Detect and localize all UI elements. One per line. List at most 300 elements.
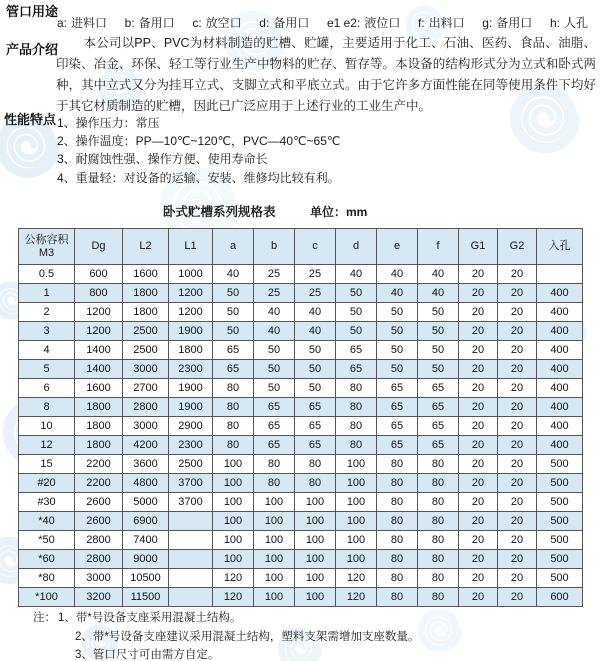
spec-cell: 100 [336, 493, 377, 512]
spec-cell: 50 [377, 360, 418, 379]
spec-row [19, 303, 583, 322]
spec-row [19, 360, 583, 379]
feature-list [57, 114, 340, 187]
spec-cell: 80 [213, 379, 254, 398]
spec-cell: 100 [336, 474, 377, 493]
spec-cell: 6 [19, 379, 75, 398]
spec-cell: *50 [19, 531, 75, 550]
spec-cell: 1900 [169, 379, 213, 398]
spec-cell: 20 [498, 398, 537, 417]
spec-cell: 7400 [123, 531, 169, 550]
spec-cell: 4800 [123, 474, 169, 493]
port-item [57, 14, 107, 31]
spec-cell: 40 [336, 265, 377, 284]
port-label: 进料口 [71, 16, 108, 30]
spec-cell: 40 [295, 303, 336, 322]
spec-cell: 400 [537, 303, 583, 322]
spec-cell: 500 [537, 512, 583, 531]
spec-cell: 15 [19, 455, 75, 474]
spec-cell: 80 [336, 436, 377, 455]
spec-row [19, 493, 583, 512]
port-list [57, 14, 588, 31]
spec-cell: 80 [418, 474, 459, 493]
spec-cell: 50 [213, 284, 254, 303]
spec-cell: 1400 [75, 341, 123, 360]
spec-cell: 120 [213, 588, 254, 607]
spec-cell: 100 [295, 493, 336, 512]
spec-cell: 20 [459, 417, 498, 436]
spec-cell: 500 [537, 474, 583, 493]
spec-cell: 65 [295, 417, 336, 436]
spec-cell: 65 [377, 379, 418, 398]
column-header: G2 [498, 229, 537, 265]
spec-cell: 65 [213, 341, 254, 360]
feature-item: 2、操作温度：PP—10℃~120℃，PVC—40℃~65℃ [57, 134, 341, 149]
spec-cell: 9000 [123, 550, 169, 569]
spec-cell: 3200 [75, 588, 123, 607]
spec-cell: 100 [295, 550, 336, 569]
port-label: 放空口 [205, 16, 242, 30]
spec-row [19, 417, 583, 436]
spec-cell: 6900 [123, 512, 169, 531]
spec-cell [169, 550, 213, 569]
spec-row [19, 550, 583, 569]
spec-cell: 2 [19, 303, 75, 322]
spec-cell: 500 [537, 531, 583, 550]
spec-cell [169, 569, 213, 588]
spec-cell: 50 [213, 303, 254, 322]
port-item [418, 14, 465, 31]
spec-cell: 20 [459, 493, 498, 512]
spec-cell: 1200 [169, 303, 213, 322]
spec-cell: 50 [336, 284, 377, 303]
spec-cell: 1600 [75, 379, 123, 398]
spec-cell: 50 [254, 379, 295, 398]
spec-cell: 80 [377, 455, 418, 474]
spec-table-head [19, 229, 583, 265]
spec-cell: 65 [418, 398, 459, 417]
spec-cell: 12 [19, 436, 75, 455]
spec-row [19, 531, 583, 550]
spec-cell: 20 [459, 512, 498, 531]
spec-cell: 100 [213, 493, 254, 512]
spec-cell: 2200 [75, 455, 123, 474]
spec-cell: 100 [295, 531, 336, 550]
spec-cell: 100 [254, 569, 295, 588]
spec-cell: 2600 [75, 493, 123, 512]
column-header: L1 [169, 229, 213, 265]
spec-cell: 80 [295, 455, 336, 474]
spec-cell: 65 [295, 436, 336, 455]
spec-cell: 20 [498, 341, 537, 360]
spec-cell: 400 [537, 417, 583, 436]
spec-cell: 25 [254, 284, 295, 303]
spec-cell: 3000 [123, 417, 169, 436]
spec-cell: 2800 [123, 398, 169, 417]
spec-cell: 20 [498, 322, 537, 341]
spec-cell: 100 [295, 588, 336, 607]
port-key: f: [417, 16, 425, 30]
spec-cell: 0.5 [19, 265, 75, 284]
spec-cell: 3600 [123, 455, 169, 474]
spec-cell: 50 [336, 303, 377, 322]
spec-cell: 1400 [75, 360, 123, 379]
spec-row [19, 341, 583, 360]
spec-cell: 80 [377, 512, 418, 531]
spec-cell: 65 [336, 360, 377, 379]
spec-cell: 1800 [123, 303, 169, 322]
spec-cell: 1800 [123, 284, 169, 303]
column-header: f [418, 229, 459, 265]
port-item [192, 14, 241, 31]
column-header: b [254, 229, 295, 265]
spec-cell: 40 [254, 303, 295, 322]
spec-cell: 100 [254, 550, 295, 569]
spec-cell: 25 [295, 284, 336, 303]
column-header: Dg [75, 229, 123, 265]
spec-row [19, 569, 583, 588]
unit-label: 单位：mm [310, 205, 368, 219]
spec-cell: 80 [336, 417, 377, 436]
column-header: a [213, 229, 254, 265]
spec-cell: 65 [254, 398, 295, 417]
spec-cell: 20 [459, 341, 498, 360]
spec-cell: 11500 [123, 588, 169, 607]
spec-cell: 50 [418, 303, 459, 322]
spec-cell: 25 [295, 265, 336, 284]
spec-cell: 50 [377, 341, 418, 360]
spec-cell: 1200 [75, 303, 123, 322]
port-key: a: [57, 16, 68, 30]
spec-cell: 80 [377, 550, 418, 569]
port-key: b: [124, 16, 135, 30]
spec-cell: 80 [336, 398, 377, 417]
spec-cell: 65 [418, 436, 459, 455]
port-label: 人孔 [563, 16, 588, 30]
spec-cell: 80 [377, 493, 418, 512]
spec-cell: 25 [254, 265, 295, 284]
spec-cell: 1800 [75, 417, 123, 436]
note-item: 1、带*号设备支座采用混凝土结构。 [58, 612, 242, 624]
port-key: c: [192, 16, 202, 30]
spec-cell: 65 [418, 379, 459, 398]
spec-cell [169, 531, 213, 550]
spec-cell: 20 [498, 455, 537, 474]
column-header: d [336, 229, 377, 265]
spec-cell: 100 [336, 455, 377, 474]
spec-cell: 40 [418, 265, 459, 284]
ports-section-heading: 管口用途 [6, 4, 59, 19]
spec-cell: 120 [213, 569, 254, 588]
column-header: L2 [123, 229, 169, 265]
spec-cell: 80 [377, 474, 418, 493]
spec-cell: 65 [336, 341, 377, 360]
spec-cell: #30 [19, 493, 75, 512]
port-item [482, 14, 532, 31]
spec-cell: 50 [377, 322, 418, 341]
port-item [327, 14, 400, 31]
spec-cell: 400 [537, 341, 583, 360]
header-row [19, 229, 583, 265]
spec-cell: 65 [295, 398, 336, 417]
spec-cell: 600 [537, 588, 583, 607]
column-header: 公称容积 M3 [19, 229, 75, 265]
spec-cell: 2600 [75, 512, 123, 531]
spec-cell: 20 [498, 550, 537, 569]
spec-row [19, 455, 583, 474]
spec-cell: 4200 [123, 436, 169, 455]
spec-cell: 80 [213, 417, 254, 436]
column-header: 入孔 [537, 229, 583, 265]
spec-cell: 80 [254, 455, 295, 474]
port-label: 备用口 [496, 16, 533, 30]
spec-cell: 2500 [123, 322, 169, 341]
spec-cell: 50 [418, 360, 459, 379]
spec-cell: 2800 [75, 531, 123, 550]
port-key: h: [549, 16, 560, 30]
spec-cell: 2700 [123, 379, 169, 398]
spec-cell: 40 [295, 322, 336, 341]
spec-cell: 20 [459, 379, 498, 398]
spec-cell: 4 [19, 341, 75, 360]
feature-item: 3、耐腐蚀性强、操作方便、使用寿命长 [57, 152, 268, 167]
spec-cell: 5000 [123, 493, 169, 512]
spec-cell: 80 [295, 474, 336, 493]
spec-cell: 1900 [169, 398, 213, 417]
column-header: G1 [459, 229, 498, 265]
spec-cell: 1800 [75, 436, 123, 455]
spec-cell: 50 [418, 322, 459, 341]
spec-cell: 5 [19, 360, 75, 379]
feature-item: 4、重量轻：对设备的运输、安装、维修均比较有利。 [57, 170, 340, 185]
spec-cell: 50 [295, 341, 336, 360]
spec-cell: 20 [459, 569, 498, 588]
notes-prefix: 注： [33, 612, 56, 624]
spec-cell: #20 [19, 474, 75, 493]
spec-cell: 100 [213, 474, 254, 493]
spec-cell: 1800 [75, 398, 123, 417]
spec-row [19, 436, 583, 455]
spec-cell: 20 [459, 455, 498, 474]
spec-cell: 20 [498, 493, 537, 512]
spec-cell: 20 [459, 265, 498, 284]
spec-cell: 20 [459, 474, 498, 493]
spec-cell: 10500 [123, 569, 169, 588]
spec-cell: 80 [254, 474, 295, 493]
spec-cell: 500 [537, 569, 583, 588]
spec-cell: 100 [336, 512, 377, 531]
spec-cell: 50 [295, 360, 336, 379]
port-item [550, 14, 588, 31]
spec-cell: 400 [537, 284, 583, 303]
spec-row [19, 265, 583, 284]
port-item [259, 14, 309, 31]
spec-cell: 65 [377, 436, 418, 455]
intro-section-heading: 产品介绍 [6, 42, 59, 57]
spec-cell: 50 [213, 322, 254, 341]
column-header: c [295, 229, 336, 265]
spec-cell: 20 [459, 303, 498, 322]
port-key: d: [259, 16, 270, 30]
spec-cell: 20 [459, 284, 498, 303]
port-label: 液位口 [364, 16, 401, 30]
spec-cell [537, 265, 583, 284]
table-title: 卧式贮槽系列规格表 [163, 205, 276, 219]
spec-cell: 20 [498, 436, 537, 455]
spec-cell: 100 [295, 569, 336, 588]
spec-cell: 20 [498, 284, 537, 303]
notes-section [33, 609, 419, 661]
spec-cell: 80 [377, 531, 418, 550]
spec-cell: 400 [537, 436, 583, 455]
spec-cell: 2500 [123, 341, 169, 360]
port-key: g: [482, 16, 493, 30]
spec-cell: 3 [19, 322, 75, 341]
spec-cell: 50 [254, 341, 295, 360]
spec-cell: 40 [254, 322, 295, 341]
spec-cell: 20 [459, 360, 498, 379]
spec-cell: 80 [377, 588, 418, 607]
spec-cell: 2500 [169, 455, 213, 474]
spec-cell [169, 588, 213, 607]
spec-cell: 100 [213, 531, 254, 550]
spec-cell: 20 [498, 512, 537, 531]
spec-cell: 1 [19, 284, 75, 303]
spec-cell: 65 [254, 417, 295, 436]
spec-cell: 3700 [169, 493, 213, 512]
spec-cell: 2300 [169, 436, 213, 455]
spec-cell: 20 [498, 379, 537, 398]
spec-cell: 400 [537, 322, 583, 341]
spec-cell: 100 [213, 455, 254, 474]
spec-cell: 65 [377, 417, 418, 436]
spec-cell: *100 [19, 588, 75, 607]
spec-cell: 100 [295, 512, 336, 531]
spec-cell: 100 [254, 512, 295, 531]
spec-row [19, 512, 583, 531]
spec-cell: *40 [19, 512, 75, 531]
spec-cell: 50 [295, 379, 336, 398]
spec-cell: 40 [213, 265, 254, 284]
spec-cell: 40 [377, 284, 418, 303]
spec-cell: 50 [377, 303, 418, 322]
port-label: 出料口 [428, 16, 465, 30]
spec-cell: 50 [254, 360, 295, 379]
spec-cell: 65 [377, 398, 418, 417]
spec-cell: 80 [336, 379, 377, 398]
spec-cell: 1900 [169, 322, 213, 341]
spec-cell: 500 [537, 493, 583, 512]
port-label: 备用口 [273, 16, 310, 30]
spec-cell: 80 [418, 588, 459, 607]
spec-row [19, 398, 583, 417]
spec-row [19, 588, 583, 607]
spec-cell: 20 [498, 588, 537, 607]
spec-cell: 600 [75, 265, 123, 284]
spec-cell: 400 [537, 398, 583, 417]
spec-cell: 1000 [169, 265, 213, 284]
spec-cell: 500 [537, 455, 583, 474]
spec-cell: 20 [459, 322, 498, 341]
spec-cell: 80 [418, 512, 459, 531]
spec-cell: 80 [418, 531, 459, 550]
spec-cell: 20 [498, 360, 537, 379]
spec-cell: 1200 [169, 284, 213, 303]
spec-cell: 65 [213, 360, 254, 379]
spec-cell: 65 [418, 417, 459, 436]
spec-cell: 80 [213, 398, 254, 417]
spec-row [19, 379, 583, 398]
features-section-heading: 性能特点 [4, 112, 57, 127]
column-header: e [377, 229, 418, 265]
spec-cell: 20 [498, 303, 537, 322]
spec-cell: 400 [537, 379, 583, 398]
spec-cell: 50 [418, 341, 459, 360]
port-key: e1 e2: [326, 16, 361, 30]
note-line [33, 609, 419, 628]
spec-cell: 20 [498, 265, 537, 284]
spec-cell: 20 [459, 436, 498, 455]
spec-cell: 8 [19, 398, 75, 417]
spec-cell: 500 [537, 550, 583, 569]
spec-cell: 20 [459, 550, 498, 569]
spec-cell: 2300 [169, 360, 213, 379]
spec-cell: 50 [336, 322, 377, 341]
note-item: 3、管口尺寸可由需方自定。 [75, 649, 220, 661]
spec-cell: 100 [254, 588, 295, 607]
spec-cell: 3000 [123, 360, 169, 379]
spec-cell: 20 [498, 531, 537, 550]
spec-cell: 65 [254, 436, 295, 455]
spec-cell: 40 [418, 284, 459, 303]
spec-cell: 100 [336, 550, 377, 569]
spec-cell: 1200 [75, 322, 123, 341]
port-label: 备用口 [138, 16, 175, 30]
note-item: 2、带*号设备支座建议采用混凝土结构，塑料支架需增加支座数量。 [75, 630, 420, 643]
spec-cell: 20 [459, 398, 498, 417]
spec-cell: 20 [459, 588, 498, 607]
spec-cell: *80 [19, 569, 75, 588]
spec-cell: 800 [75, 284, 123, 303]
spec-cell: 400 [537, 360, 583, 379]
spec-cell: 80 [213, 436, 254, 455]
spec-cell: 1600 [123, 265, 169, 284]
spec-row [19, 322, 583, 341]
spec-cell: *60 [19, 550, 75, 569]
spec-cell [169, 512, 213, 531]
spec-cell: 3700 [169, 474, 213, 493]
spec-cell: 20 [498, 569, 537, 588]
spec-cell: 2800 [75, 550, 123, 569]
intro-paragraph: 本公司以PP、PVC为材料制造的贮槽、贮罐，主要适用于化工、石油、医药、食品、油脂、印染、冶金、环保、轻工等行业生产中物料的贮存、暂存等。本设备的结构形式分为立式和卧式两种，其中立式又分为挂耳立式、支脚立式和平底立式。由于它许多方面性能在同等使用条件下均好于其它材质制造的贮槽，因此已广泛应用于上述行业的工业生产中。 [56, 36, 596, 113]
spec-cell: 80 [418, 493, 459, 512]
spec-cell: 10 [19, 417, 75, 436]
spec-cell: 80 [418, 569, 459, 588]
spec-cell: 80 [418, 550, 459, 569]
spec-cell: 2200 [75, 474, 123, 493]
spec-cell: 120 [336, 588, 377, 607]
spec-row [19, 284, 583, 303]
spec-table [18, 228, 583, 607]
spec-cell: 100 [254, 531, 295, 550]
spec-cell: 120 [336, 569, 377, 588]
spec-table-body [19, 265, 583, 607]
spec-cell: 20 [498, 474, 537, 493]
spec-cell: 2900 [169, 417, 213, 436]
spec-cell: 3000 [75, 569, 123, 588]
spec-cell: 100 [213, 512, 254, 531]
spec-cell: 100 [254, 493, 295, 512]
